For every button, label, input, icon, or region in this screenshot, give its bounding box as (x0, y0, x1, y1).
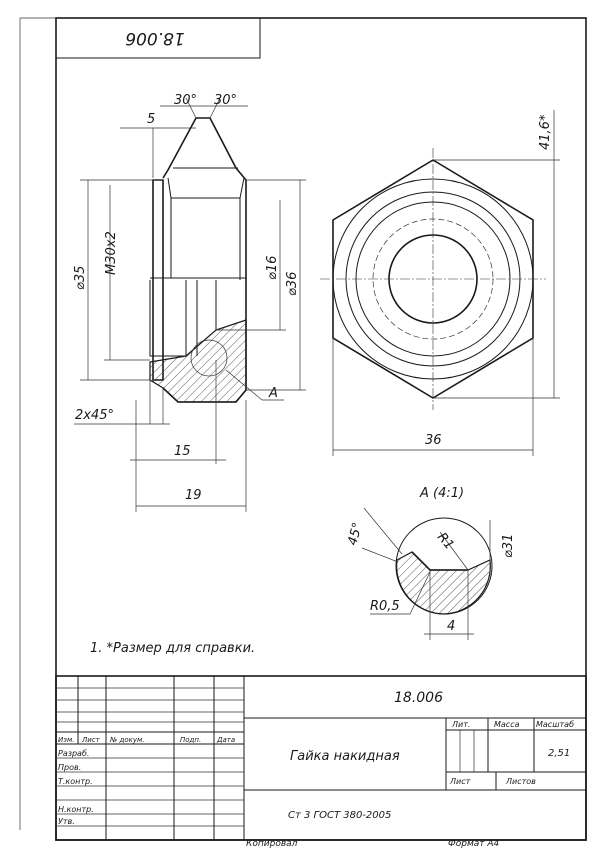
header-sheet: Лист (450, 777, 471, 786)
row-list: Лист (82, 736, 100, 744)
row-utv: Утв. (58, 817, 75, 826)
dim-angle-45: 45° (345, 520, 366, 548)
row-razrab: Разраб. (58, 749, 90, 758)
row-sign: Подп. (180, 736, 202, 744)
dim-dia-35: ⌀35 (73, 265, 88, 290)
title-block-name: Гайка накидная (290, 749, 400, 764)
header-lit: Лит. (452, 720, 471, 729)
mass-value: 2,51 (548, 748, 571, 759)
top-stamp (56, 18, 260, 58)
dim-dia-31: ⌀31 (501, 533, 516, 558)
view-a-title: A (4:1) (420, 486, 465, 501)
header-scale: Масштаб (536, 720, 575, 729)
dim-dia-36: ⌀36 (285, 271, 300, 296)
format-label: Формат А4 (448, 839, 500, 848)
title-block-code: 18.006 (394, 690, 443, 706)
dim-r1: R1 (433, 530, 457, 553)
dim-dia-16: ⌀16 (265, 255, 280, 280)
dim-41-6: 41,6* (538, 114, 553, 150)
sheet-frame (56, 18, 586, 840)
row-doc-no: № докум. (110, 736, 145, 744)
dim-4: 4 (447, 619, 456, 634)
dim-15: 15 (174, 444, 191, 459)
view-a-marker: A (269, 386, 278, 401)
dim-36: 36 (425, 433, 442, 448)
row-date: Дата (217, 736, 236, 744)
header-mass: Масса (494, 720, 520, 729)
copied-label: Копировал (246, 839, 298, 848)
row-tkontr: Т.контр. (58, 777, 93, 786)
detail-view-a (345, 486, 516, 640)
header-sheets: Листов (506, 777, 536, 786)
front-view (320, 110, 560, 456)
row-prov: Пров. (58, 763, 82, 772)
dim-angle-30-left: 30° (174, 93, 198, 108)
dim-19: 19 (185, 488, 202, 503)
dim-r0-5: R0,5 (370, 599, 400, 614)
dim-5: 5 (147, 112, 156, 127)
note-text: 1. *Размер для справки. (90, 641, 256, 656)
row-izm: Изм. (58, 736, 75, 744)
dim-chamfer: 2x45° (75, 408, 115, 423)
dim-angle-30-right: 30° (214, 93, 238, 108)
dim-thread-m30: M30x2 (104, 231, 119, 275)
top-stamp-code: 18.006 (125, 28, 185, 48)
title-block-material: Ст 3 ГОСТ 380-2005 (288, 810, 392, 821)
section-view (73, 93, 306, 512)
title-block (56, 676, 586, 840)
row-nkontr: Н.контр. (58, 805, 94, 814)
